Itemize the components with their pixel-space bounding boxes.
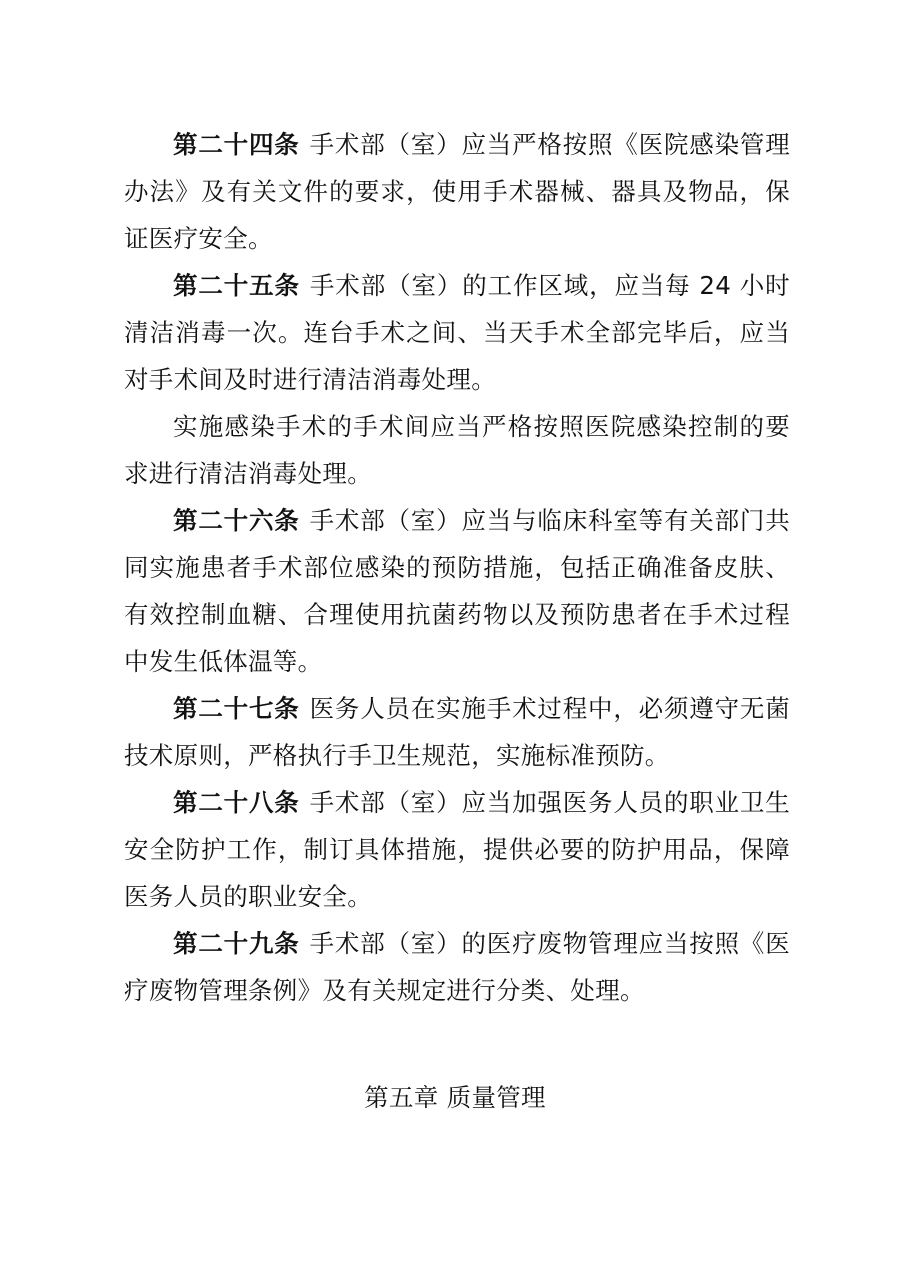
article-24 <box>124 121 790 262</box>
article-25 <box>124 262 790 403</box>
chapter-heading: 第五章 质量管理 <box>364 1083 546 1112</box>
article-27 <box>124 685 790 779</box>
article-label: 第二十七条 <box>173 694 300 723</box>
article-label: 第二十六条 <box>173 506 300 535</box>
article-29 <box>124 920 790 1014</box>
article-text: 实施感染手术的手术间应当严格按照医院感染控制的要求进行清洁消毒处理。 <box>124 412 790 488</box>
article-text: 医务人员在实施手术过程中，必须遵守无菌技术原则，严格执行手卫生规范，实施标准预防。 <box>124 694 791 770</box>
document-body <box>124 121 790 1014</box>
article-label: 第二十五条 <box>173 271 300 300</box>
article-25-continuation <box>124 403 790 497</box>
article-28 <box>124 779 790 920</box>
article-label: 第二十四条 <box>173 130 300 159</box>
article-label: 第二十九条 <box>173 929 300 958</box>
article-text: 手术部（室）应当严格按照《医院感染管理办法》及有关文件的要求，使用手术器械、器具及物品，保证医疗安全。 <box>124 130 791 253</box>
article-26 <box>124 497 790 685</box>
article-text: 手术部（室）应当与临床科室等有关部门共同实施患者手术部位感染的预防措施，包括正确准备皮肤、有效控制血糖、合理使用抗菌药物以及预防患者在手术过程中发生低体温等。 <box>124 506 791 676</box>
article-text: 手术部（室）应当加强医务人员的职业卫生安全防护工作，制订具体措施，提供必要的防护用品，保障医务人员的职业安全。 <box>124 788 791 911</box>
article-text: 手术部（室）的工作区域，应当每 24 小时清洁消毒一次。连台手术之间、当天手术全部完毕后，应当对手术间及时进行清洁消毒处理。 <box>124 271 790 394</box>
article-text: 手术部（室）的医疗废物管理应当按照《医疗废物管理条例》及有关规定进行分类、处理。 <box>124 929 791 1005</box>
article-label: 第二十八条 <box>173 788 300 817</box>
